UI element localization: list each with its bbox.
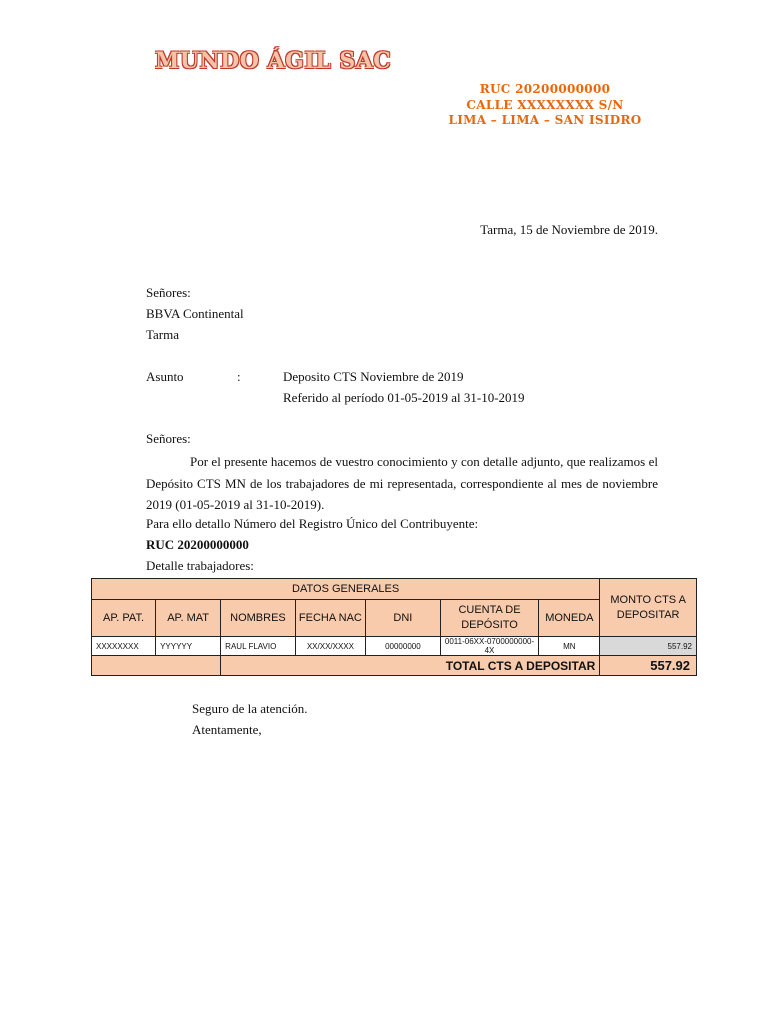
cell-cuenta: 0011-06XX-0700000000-4X (440, 637, 539, 656)
recipient-city: Tarma (146, 327, 180, 342)
total-spacer (92, 656, 221, 676)
subject-label: Asunto (146, 369, 184, 384)
closing-line-1: Seguro de la atención. (192, 701, 308, 716)
detail-label: Detalle trabajadores: (146, 558, 254, 573)
col-ap-pat: AP. PAT. (92, 600, 156, 637)
table-total-row (92, 656, 697, 676)
cell-ap-mat: YYYYYY (156, 637, 221, 656)
subject-line-2: Referido al período 01-05-2019 al 31-10-2019 (283, 390, 525, 405)
col-moneda: MONEDA (539, 600, 600, 637)
table-row (92, 637, 697, 656)
recipient-name: BBVA Continental (146, 306, 244, 321)
cell-nombres: RAUL FLAVIO (221, 637, 296, 656)
subject-line-1: Deposito CTS Noviembre de 2019 (283, 369, 464, 384)
company-name: MUNDO ÁGIL SAC (155, 48, 392, 74)
cell-ap-pat: XXXXXXXX (92, 637, 156, 656)
company-location: LIMA – LIMA – SAN ISIDRO (448, 113, 642, 127)
monto-header: MONTO CTS A DEPOSITAR (600, 579, 697, 637)
cell-moneda: MN (539, 637, 600, 656)
cell-fecha-nac: XX/XX/XXXX (295, 637, 365, 656)
company-address: CALLE XXXXXXXX S/N (466, 98, 624, 112)
col-ap-mat: AP. MAT (156, 600, 221, 637)
salutation: Señores: (146, 285, 191, 300)
col-dni: DNI (366, 600, 441, 637)
ruc-intro: Para ello detallo Número del Registro Único del Contribuyente: (146, 516, 479, 531)
body-text: Por el presente hacemos de vuestro conocimiento y con detalle adjunto, que realizamos el Depósito CTS MN de los trabajadores de mi representada, correspondiente al mes de noviembre 2019 (01-05-2019 al 31-10-2019). (146, 454, 658, 512)
col-cuenta: CUENTA DE DEPÓSITO (440, 600, 539, 637)
cts-table (91, 578, 697, 676)
datos-generales-header: DATOS GENERALES (92, 579, 600, 600)
table-group-header-row (92, 579, 697, 600)
subject-colon: : (237, 369, 241, 384)
ruc-value: RUC 20200000000 (146, 537, 249, 552)
cell-dni: 00000000 (366, 637, 441, 656)
closing-line-2: Atentamente, (192, 722, 262, 737)
company-ruc: RUC 20200000000 (479, 82, 611, 96)
date-line: Tarma, 15 de Noviembre de 2019. (480, 222, 658, 237)
greeting: Señores: (146, 431, 191, 446)
total-value: 557.92 (600, 656, 697, 676)
total-label: TOTAL CTS A DEPOSITAR (221, 656, 600, 676)
col-nombres: NOMBRES (221, 600, 296, 637)
cell-monto: 557.92 (600, 637, 697, 656)
body-paragraph (146, 451, 658, 516)
col-fecha-nac: FECHA NAC (295, 600, 365, 637)
